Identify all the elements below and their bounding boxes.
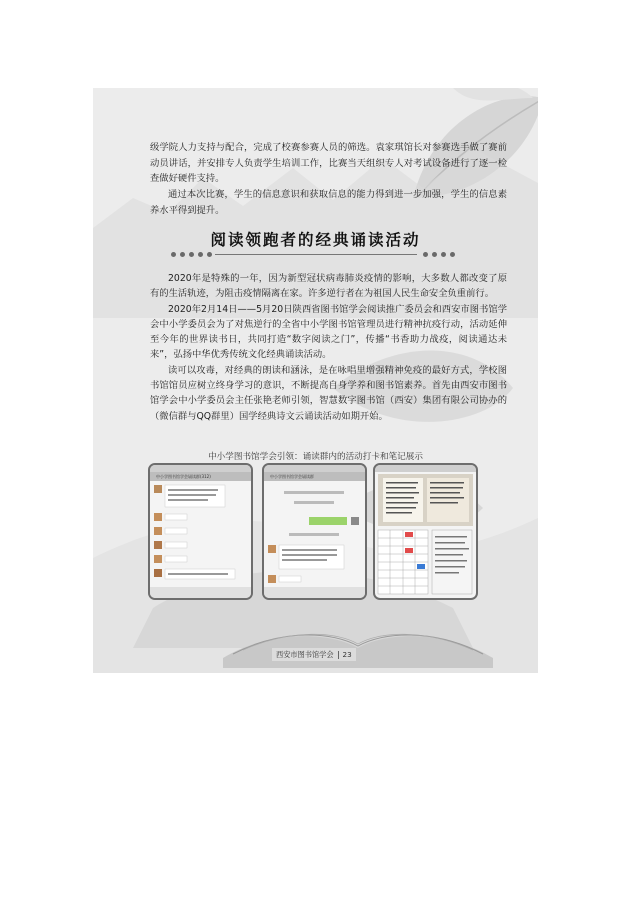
body-paragraph-1: 2020年是特殊的一年，因为新型冠状病毒肺炎疫情的影响，大多数人都改变了原有的生活轨迹，为阻击疫情隔离在家。许多逆行者在为祖国人民生命安全负重前行。	[150, 273, 507, 300]
paragraph-top-1: 级学院人力支持与配合，完成了校赛参赛人员的筛选。袁家琪馆长对参赛选手做了赛前动员讲话，并安排专人负责学生培训工作，比赛当天组织专人对考试设备进行了逐一检查做好硬件支持。	[150, 142, 507, 184]
footer-label: 西安市图书馆学会	[276, 650, 334, 659]
page-footer	[272, 648, 356, 661]
page-number: 23	[342, 650, 352, 659]
chat-messages-graphic-2	[264, 481, 365, 598]
body-paragraph-2: 2020年2月14日——5月20日陕西省图书馆学会阅读推广委员会和西安市图书馆学会中小学委员会为了对焦逆行的全省中小学图书馆管理员进行精神抗疫行动，活动延伸至今年的世界读书日，共同打造“数字阅读之门”，传播“书香助力战疫，阅读通达未来”，弘扬中华优秀传统文化经典诵读活动。	[150, 303, 507, 361]
notes-photo-graphic	[375, 472, 476, 598]
paragraph-top-2: 通过本次比赛，学生的信息意识和获取信息的能力得到进一步加强，学生的信息素养水平得到提升。	[150, 189, 507, 216]
chat-messages-graphic	[150, 481, 251, 598]
image-caption: 中小学图书馆学会引领：诵读群内的活动打卡和笔记展示	[208, 452, 423, 462]
book-decoration	[213, 588, 503, 673]
phone-1-title: 中小学图书馆学会诵读群(312)	[150, 472, 251, 481]
phone-2-title: 中小学图书馆学会诵读群	[264, 472, 365, 481]
phone-screenshot-chat-1	[148, 463, 253, 600]
section-heading	[93, 228, 538, 268]
phone-screenshot-chat-2	[262, 463, 367, 600]
section-title: 阅读领跑者的经典诵读活动	[210, 230, 421, 249]
body-paragraph-3: 读可以攻毒，对经典的朗读和涵泳，是在咏唱里增强精神免疫的最好方式，学校图书馆馆员应树立终身学习的意识，不断提高自身学养和图书馆素养。首先由西安市图书馆学会中小学委员会主任张艳老师引领，智慧数字图书馆（西安）集团有限公司协办的（微信群与QQ群里）国学经典诗文云诵读活动如期开始。	[150, 364, 507, 422]
body-text	[150, 271, 507, 424]
heading-rule	[215, 254, 417, 255]
phone-screenshot-notes	[373, 463, 478, 600]
document-page	[93, 88, 538, 673]
